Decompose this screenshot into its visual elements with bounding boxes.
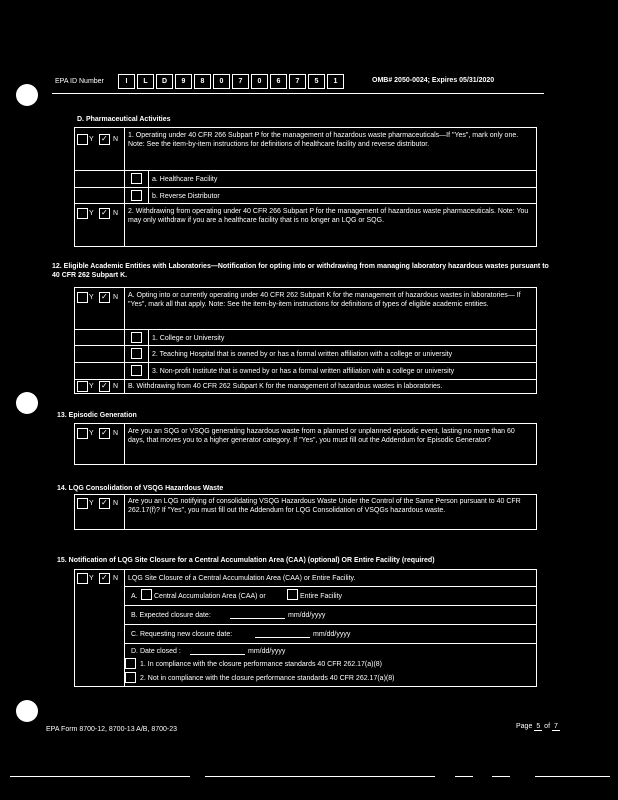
no-label: N	[113, 500, 119, 507]
date-closed-label: D. Date closed :	[131, 648, 181, 655]
date-format-hint: mm/dd/yyyy	[313, 631, 351, 638]
epa-id-char: 5	[308, 74, 325, 89]
epa-id-char: 1	[327, 74, 344, 89]
divider	[74, 170, 537, 171]
divider	[124, 423, 125, 465]
date-closed-field[interactable]	[190, 654, 245, 655]
divider	[124, 127, 125, 247]
in-compliance-checkbox[interactable]	[125, 658, 136, 669]
pharma-q2-yes-checkbox[interactable]	[77, 208, 88, 219]
checkmark-icon: ✓	[101, 381, 108, 390]
caa-checkbox[interactable]	[141, 589, 152, 600]
epa-id-char: L	[137, 74, 154, 89]
divider	[124, 605, 537, 606]
divider	[148, 329, 149, 379]
yes-label: Y	[89, 430, 94, 437]
pharma-q1-yes-checkbox[interactable]	[77, 134, 88, 145]
epa-id-char: 7	[289, 74, 306, 89]
epa-id-char: 8	[194, 74, 211, 89]
scan-artifact-line	[205, 776, 435, 777]
closure-a-label: A.	[131, 593, 138, 600]
expected-closure-date-field[interactable]	[230, 618, 285, 619]
divider	[148, 170, 149, 203]
date-format-hint: mm/dd/yyyy	[288, 612, 326, 619]
new-closure-label: C. Requesting new closure date:	[131, 631, 233, 638]
consolidation-text: Are you an LQG notifying of consolidating VSQG Hazardous Waste Under the Control of the Same Person pursuant to 40 CFR 262.17(f)? If "Yes", you must fill out the Addendum for LQG Consolidation of VSQGs hazardous waste.	[128, 498, 521, 514]
entire-facility-label: Entire Facility	[300, 593, 343, 600]
caa-label: Central Accumulation Area (CAA) or	[154, 593, 266, 600]
epa-id-char: 6	[270, 74, 287, 89]
healthcare-facility-checkbox[interactable]	[131, 173, 142, 184]
divider	[74, 187, 537, 188]
punch-hole-top	[16, 84, 38, 106]
header-rule	[52, 93, 544, 94]
teaching-hospital-checkbox[interactable]	[131, 348, 142, 359]
date-format-hint: mm/dd/yyyy	[248, 648, 286, 655]
non-profit-label: 3. Non-profit Institute that is owned by or has a formal written affiliation with a college or university	[152, 368, 455, 375]
checkmark-icon: ✓	[101, 573, 108, 582]
healthcare-facility-label: a. Healthcare Facility	[152, 176, 218, 183]
epa-id-label: EPA ID Number	[55, 78, 104, 85]
scan-artifact-line	[535, 776, 610, 777]
divider	[124, 569, 125, 687]
yes-label: Y	[89, 383, 94, 390]
entire-facility-checkbox[interactable]	[287, 589, 298, 600]
expected-closure-label: B. Expected closure date:	[131, 612, 211, 619]
pharma-q2-text: 2. Withdrawing from operating under 40 CFR 266 Subpart P for the management of hazardous waste pharmaceuticals. Note: You may only withdraw if you are a healthcare facility that is no longer an LQG or SQG.	[128, 208, 529, 224]
pharma-q1-text: 1. Operating under 40 CFR 266 Subpart P for the management of hazardous waste pharmaceuticals—If "Yes", mark only one. Note: See the item-by-item instructions for definitions of healthcare facility and reverse distributor.	[128, 132, 519, 148]
divider	[124, 287, 125, 394]
closure-heading: 15. Notification of LQG Site Closure for a Central Accumulation Area (CAA) (optional) OR Entire Facility (required)	[57, 557, 435, 564]
divider	[74, 345, 537, 346]
checkmark-icon: ✓	[101, 428, 108, 437]
divider	[124, 643, 537, 644]
academic-b-text: B. Withdrawing from 40 CFR 262 Subpart K for the management of hazardous wastes in laboratories.	[128, 383, 443, 390]
non-profit-checkbox[interactable]	[131, 365, 142, 376]
consolidation-heading: 14. LQG Consolidation of VSQG Hazardous Waste	[57, 485, 224, 492]
not-in-compliance-label: 2. Not in compliance with the closure performance standards 40 CFR 262.17(a)(8)	[140, 675, 395, 682]
checkmark-icon: ✓	[101, 208, 108, 217]
reverse-distributor-label: b. Reverse Distributor	[152, 193, 220, 200]
academic-heading: 12. Eligible Academic Entities with Laboratories—Notification for opting into or withdrawing from managing laboratory hazardous wastes pursuant to 40 CFR 262 Subpart K.	[52, 263, 549, 279]
yes-label: Y	[89, 294, 94, 301]
checkmark-icon: ✓	[101, 498, 108, 507]
no-label: N	[113, 136, 119, 143]
academic-a-yes-checkbox[interactable]	[77, 292, 88, 303]
epa-id-char: 0	[251, 74, 268, 89]
pharma-heading: D. Pharmaceutical Activities	[77, 116, 171, 123]
no-label: N	[113, 575, 119, 582]
of-label: of	[544, 723, 551, 730]
divider	[74, 203, 537, 204]
teaching-hospital-label: 2. Teaching Hospital that is owned by or has a formal written affiliation with a college or university	[152, 351, 453, 358]
page-label: Page	[516, 723, 533, 730]
page-total: 7	[553, 723, 558, 730]
closure-yes-checkbox[interactable]	[77, 573, 88, 584]
omb-number: OMB# 2050-0024; Expires 05/31/2020	[372, 77, 495, 84]
divider	[124, 494, 125, 530]
epa-id-char: I	[118, 74, 135, 89]
scan-artifact-line	[455, 776, 473, 777]
yes-label: Y	[89, 575, 94, 582]
academic-a-text: A. Opting into or currently operating under 40 CFR 262 Subpart K for the management of hazardous wastes in laboratories— If "Yes", mark all that apply. Note: See the item-by-item instructions for definitions of types of eligible academic entities.	[128, 292, 521, 308]
closure-text: LQG Site Closure of a Central Accumulation Area (CAA) or Entire Facility.	[128, 575, 356, 582]
yes-label: Y	[89, 136, 94, 143]
epa-id-char: 0	[213, 74, 230, 89]
scan-artifact-line	[10, 776, 190, 777]
episodic-heading: 13. Episodic Generation	[57, 412, 137, 419]
divider	[124, 624, 537, 625]
academic-b-yes-checkbox[interactable]	[77, 381, 88, 392]
reverse-distributor-checkbox[interactable]	[131, 190, 142, 201]
college-checkbox[interactable]	[131, 332, 142, 343]
not-in-compliance-checkbox[interactable]	[125, 672, 136, 683]
no-label: N	[113, 294, 119, 301]
yes-label: Y	[89, 210, 94, 217]
divider	[74, 379, 537, 380]
page-number: 5	[536, 723, 541, 730]
consolidation-yes-checkbox[interactable]	[77, 498, 88, 509]
episodic-yes-checkbox[interactable]	[77, 428, 88, 439]
epa-id-char: 7	[232, 74, 249, 89]
divider	[74, 329, 537, 330]
checkmark-icon: ✓	[101, 292, 108, 301]
form-number: EPA Form 8700-12, 8700-13 A/B, 8700-23	[46, 726, 178, 733]
page-indicator	[516, 722, 560, 731]
checkmark-icon: ✓	[101, 134, 108, 143]
scan-artifact-line	[492, 776, 510, 777]
episodic-text: Are you an SQG or VSQG generating hazardous waste from a planned or unplanned episodic event, lasting no more than 60 days, that moves you to a higher generator category. If "Yes", you must fill out the Addendum for Episodic Generator?	[128, 428, 515, 444]
in-compliance-label: 1. In compliance with the closure performance standards 40 CFR 262.17(a)(8)	[140, 661, 383, 668]
epa-id-char: 9	[175, 74, 192, 89]
no-label: N	[113, 430, 119, 437]
punch-hole-bottom	[16, 700, 38, 722]
divider	[74, 362, 537, 363]
punch-hole-middle	[16, 392, 38, 414]
yes-label: Y	[89, 500, 94, 507]
divider	[124, 586, 537, 587]
no-label: N	[113, 210, 119, 217]
college-label: 1. College or University	[152, 335, 225, 342]
epa-id-char: D	[156, 74, 173, 89]
new-closure-date-field[interactable]	[255, 637, 310, 638]
no-label: N	[113, 383, 119, 390]
